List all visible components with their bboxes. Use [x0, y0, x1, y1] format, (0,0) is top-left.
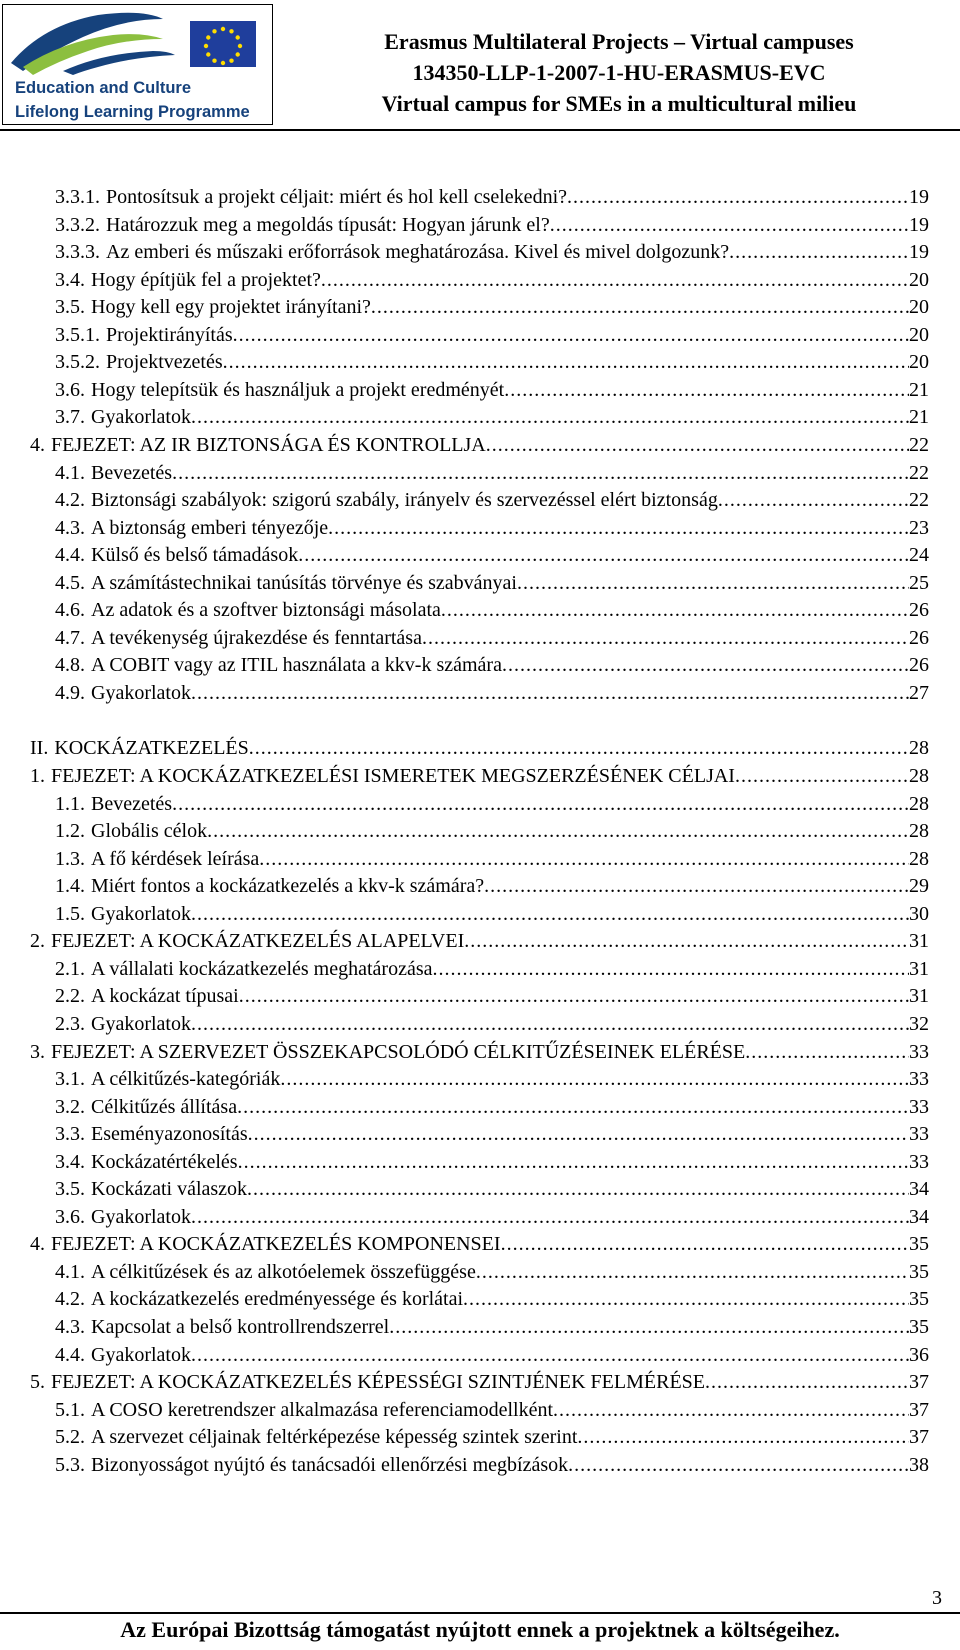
toc-entry[interactable] — [55, 1286, 929, 1313]
toc-dot-leader — [577, 1424, 909, 1451]
toc-entry-number: 3.5.1. — [55, 323, 100, 346]
toc-entry-page: 34 — [909, 1178, 929, 1201]
toc-dot-leader — [371, 294, 909, 321]
toc-entry-page: 30 — [909, 902, 929, 925]
toc-entry-number: 4.2. — [55, 1288, 85, 1311]
header-title-line3: Virtual campus for SMEs in a multicultural milieu — [381, 91, 857, 116]
toc-entry-number: 5.3. — [55, 1453, 85, 1476]
toc-entry-title: Hogy telepítsük és használjuk a projekt eredményét — [91, 378, 505, 401]
toc-entry-page: 31 — [909, 930, 929, 953]
toc-dot-leader — [191, 1342, 909, 1369]
toc-dot-leader — [237, 1094, 909, 1121]
toc-entry-title: Gyakorlatok — [91, 902, 191, 925]
toc-entry-title: A célkitűzés-kategóriák — [91, 1068, 281, 1091]
toc-entry-number: 3. — [30, 1040, 45, 1063]
toc-entry-page: 27 — [909, 681, 929, 704]
toc-dot-leader — [239, 983, 909, 1010]
toc-entry[interactable] — [55, 1121, 929, 1148]
toc-dot-leader — [191, 404, 909, 431]
toc-entry-number: 1. — [30, 765, 45, 787]
toc-entry-page: 35 — [909, 1260, 929, 1283]
toc-entry-page: 37 — [909, 1398, 929, 1421]
toc-entry-title: Projektvezetés — [106, 351, 223, 374]
toc-dot-leader — [298, 542, 909, 569]
toc-entry-page: 28 — [909, 792, 929, 815]
toc-entry-title: Gyakorlatok — [91, 1012, 191, 1035]
toc-entry-page: 26 — [909, 626, 929, 649]
toc-dot-leader — [502, 652, 909, 679]
toc-dot-leader — [191, 901, 909, 928]
toc-entry-page: 25 — [909, 571, 929, 594]
toc-entry-title: FEJEZET: A KOCKÁZATKEZELÉS KÉPESSÉGI SZINTJÉNEK FELMÉRÉSE — [51, 1371, 705, 1394]
toc-entry-title: A számítástechnikai tanúsítás törvénye és szabványai — [91, 571, 517, 594]
toc-entry-title: Kockázati válaszok — [91, 1178, 248, 1201]
header-title-line1: Erasmus Multilateral Projects – Virtual campuses — [384, 29, 854, 54]
toc-entry-title: Gyakorlatok — [91, 406, 191, 429]
header-titles — [284, 26, 954, 119]
toc-dot-leader — [247, 1176, 909, 1203]
toc-entry[interactable] — [30, 1231, 929, 1258]
toc-entry-title: Miért fontos a kockázatkezelés a kkv-k számára? — [91, 875, 485, 898]
toc-entry-number: 3.3.3. — [55, 241, 100, 264]
toc-dot-leader — [568, 1452, 909, 1479]
toc-dot-leader — [504, 377, 909, 404]
toc-dot-leader — [464, 928, 909, 955]
toc-entry[interactable] — [55, 322, 929, 349]
toc-entry-title: A kockázatkezelés eredményessége és korlátai — [91, 1288, 464, 1311]
toc-entry[interactable] — [55, 1424, 929, 1451]
toc-entry[interactable] — [55, 901, 929, 928]
toc-dot-leader — [249, 735, 909, 762]
toc-entry-number: 4.5. — [55, 571, 85, 594]
toc-entry-title: Eseményazonosítás — [91, 1123, 248, 1146]
toc-entry-page: 37 — [909, 1371, 929, 1394]
toc-dot-leader — [172, 791, 909, 818]
toc-dot-leader — [441, 597, 909, 624]
toc-entry-number: 5.1. — [55, 1398, 85, 1421]
toc-entry[interactable] — [55, 515, 929, 542]
toc-entry-page: 26 — [909, 599, 929, 622]
toc-entry-title: Gyakorlatok — [91, 681, 191, 704]
footer-text: Az Európai Bizottság támogatást nyújtott ennek a projektnek a költségeihez. — [120, 1617, 840, 1642]
toc-entry-title: A COBIT vagy az ITIL használata a kkv-k számára — [91, 654, 502, 677]
toc-entry-title: A tevékenység újrakezdése és fenntartása — [91, 626, 422, 649]
toc-entry-number: 3.5. — [55, 296, 85, 319]
toc-dot-leader — [238, 1149, 909, 1176]
toc-entry[interactable] — [55, 846, 929, 873]
toc-dot-leader — [567, 184, 909, 211]
toc-entry[interactable] — [55, 542, 929, 569]
toc-entry-title: Gyakorlatok — [91, 1343, 191, 1366]
toc-entry-title: Hogy építjük fel a projektet? — [91, 268, 321, 291]
toc-entry-page: 33 — [909, 1068, 929, 1091]
toc-entry-page: 19 — [909, 241, 929, 264]
toc-dot-leader — [191, 680, 909, 707]
toc-entry-number: 4.2. — [55, 489, 85, 512]
toc-entry[interactable] — [55, 487, 929, 514]
toc-entry[interactable] — [55, 1094, 929, 1121]
toc-entry-number: 2. — [30, 930, 45, 953]
toc-entry-page: 33 — [909, 1095, 929, 1118]
toc-entry-page: 28 — [909, 847, 929, 870]
toc-entry[interactable] — [55, 791, 929, 818]
toc-entry[interactable] — [55, 652, 929, 679]
toc-dot-leader — [553, 1397, 909, 1424]
toc-entry[interactable] — [30, 928, 929, 955]
toc-entry-title: Bevezetés — [91, 792, 173, 815]
toc-dot-leader — [705, 1369, 909, 1396]
toc-entry[interactable] — [55, 597, 929, 624]
toc-entry[interactable] — [55, 212, 929, 239]
toc-dot-leader — [517, 570, 909, 597]
toc-entry-title: FEJEZET: A SZERVEZET ÖSSZEKAPCSOLÓDÓ CÉLKITŰZÉSEINEK ELÉRÉSE — [51, 1040, 746, 1063]
page-number: 3 — [932, 1587, 942, 1609]
toc-entry-title: Projektirányítás — [106, 323, 233, 346]
toc-entry-page: 24 — [909, 544, 929, 567]
toc-entry-page: 26 — [909, 654, 929, 677]
toc-entry[interactable] — [55, 267, 929, 294]
toc-dot-leader — [389, 1314, 909, 1341]
toc-entry-number: 3.4. — [55, 1150, 85, 1173]
toc-entry-title: FEJEZET: A KOCKÁZATKEZELÉS KOMPONENSEI — [51, 1233, 501, 1256]
footer-divider — [0, 1612, 960, 1614]
toc-dot-leader — [328, 515, 909, 542]
toc-entry-title: A biztonság emberi tényezője — [91, 516, 329, 539]
toc-entry[interactable] — [55, 1149, 929, 1176]
toc-dot-leader — [223, 349, 909, 376]
toc-entry[interactable] — [55, 1452, 929, 1479]
toc-entry-number: 3.4. — [55, 268, 85, 291]
toc-entry-page: 21 — [909, 406, 929, 429]
toc-entry-number: 3.3.1. — [55, 186, 100, 208]
toc-entry-page: 20 — [909, 323, 929, 346]
toc-entry-number: 4. — [30, 433, 45, 456]
toc-entry-title: Célkitűzés állítása — [91, 1095, 238, 1118]
toc-dot-leader — [248, 1121, 909, 1148]
toc-entry-number: 4.8. — [55, 654, 85, 677]
toc-entry-number: 1.5. — [55, 902, 85, 925]
toc-entry-title: Gyakorlatok — [91, 1205, 191, 1228]
toc-entry-page: 21 — [909, 378, 929, 401]
toc-dot-leader — [191, 1204, 909, 1231]
toc-entry-number: 4.4. — [55, 1343, 85, 1366]
toc-entry-page: 20 — [909, 351, 929, 374]
header-divider — [0, 129, 960, 131]
toc-entry-page: 35 — [909, 1316, 929, 1338]
toc-entry-title: A fő kérdések leírása — [91, 847, 260, 870]
toc-entry[interactable] — [30, 1039, 929, 1066]
toc-entry-page: 35 — [909, 1288, 929, 1311]
logo-text-education-culture: Education and Culture — [15, 79, 192, 97]
toc-entry-page: 33 — [909, 1150, 929, 1173]
toc-entry-number: 4.4. — [55, 544, 85, 567]
toc-dot-leader — [463, 1286, 909, 1313]
toc-entry-page: 31 — [909, 985, 929, 1008]
toc-dot-leader — [476, 1259, 909, 1286]
toc-entry-page: 38 — [909, 1453, 929, 1476]
toc-entry[interactable] — [55, 239, 929, 266]
toc-entry-page: 22 — [909, 461, 929, 484]
toc-entry-page: 28 — [909, 765, 929, 787]
toc-entry-page: 36 — [909, 1343, 929, 1366]
toc-entry-number: 4. — [30, 1233, 45, 1256]
toc-entry-number: 3.6. — [55, 1205, 85, 1228]
toc-entry-number: 3.3. — [55, 1123, 85, 1146]
toc-entry-page: 20 — [909, 268, 929, 291]
toc-entry[interactable] — [55, 983, 929, 1010]
toc-entry-number: 1.1. — [55, 792, 85, 815]
toc-entry-title: Globális célok — [91, 820, 208, 843]
logo-education-culture — [2, 4, 273, 125]
toc-entry[interactable] — [55, 1176, 929, 1203]
toc-entry-number: 3.5.2. — [55, 351, 100, 374]
toc-entry[interactable] — [55, 1066, 929, 1093]
toc-entry-page: 31 — [909, 957, 929, 980]
toc-entry-title: Pontosítsuk a projekt céljait: miért és hol kell cselekedni? — [106, 186, 567, 208]
toc-dot-leader — [259, 846, 909, 873]
toc-entry-page: 37 — [909, 1426, 929, 1449]
toc-entry-number: 3.2. — [55, 1095, 85, 1118]
toc-entry-title: A szervezet céljainak feltérképezése képesség szintek szerint — [91, 1426, 578, 1449]
toc-dot-leader — [550, 212, 909, 239]
toc-entry[interactable] — [55, 818, 929, 845]
toc-entry-title: Biztonsági szabályok: szigorú szabály, irányelv és szervezéssel elért biztonság — [91, 489, 718, 512]
toc-dot-leader — [729, 239, 909, 266]
toc-entry-title: A célkitűzések és az alkotóelemek összefüggése — [91, 1260, 476, 1283]
toc-dot-leader — [484, 873, 909, 900]
toc-entry-number: 3.6. — [55, 378, 85, 401]
toc-dot-leader — [486, 432, 909, 459]
toc-entry-page: 35 — [909, 1233, 929, 1256]
toc-entry-page: 19 — [909, 186, 929, 208]
toc-entry-number: 1.4. — [55, 875, 85, 898]
toc-entry[interactable] — [55, 294, 929, 321]
toc-dot-leader — [501, 1231, 909, 1258]
toc-dot-leader — [280, 1066, 909, 1093]
toc-entry-number: 5.2. — [55, 1426, 85, 1449]
toc-entry-title: FEJEZET: A KOCKÁZATKEZELÉS ALAPELVEI — [51, 930, 465, 953]
toc-entry-number: 1.3. — [55, 847, 85, 870]
toc-entry[interactable] — [30, 763, 929, 790]
toc-dot-leader — [422, 625, 909, 652]
toc-entry-number: 4.3. — [55, 516, 85, 539]
header-title-line2: 134350-LLP-1-2007-1-HU-ERASMUS-EVC — [412, 60, 826, 85]
toc-entry-page: 29 — [909, 875, 929, 898]
toc-dot-leader — [172, 460, 909, 487]
toc-entry[interactable] — [55, 570, 929, 597]
toc-entry[interactable] — [55, 873, 929, 900]
toc-entry-number: II. — [30, 737, 49, 760]
toc-entry-title: FEJEZET: AZ IR BIZTONSÁGA ÉS KONTROLLJA — [51, 433, 486, 456]
toc-entry-number: 2.1. — [55, 957, 85, 980]
toc-entry-page: 19 — [909, 213, 929, 236]
toc-entry[interactable] — [55, 404, 929, 431]
toc-entry-title: Hogy kell egy projektet irányítani? — [91, 296, 371, 319]
toc-dot-leader — [233, 322, 909, 349]
toc-entry-title: A vállalati kockázatkezelés meghatározása — [91, 957, 433, 980]
toc-entry-page: 23 — [909, 516, 929, 539]
toc-entry[interactable] — [55, 460, 929, 487]
toc-entry-title: A COSO keretrendszer alkalmazása referenciamodellként — [91, 1398, 554, 1421]
toc-entry-number: 4.1. — [55, 461, 85, 484]
toc-entry-number: 3.1. — [55, 1068, 85, 1091]
toc-entry-title: Határozzuk meg a megoldás típusát: Hogyan járunk el? — [106, 213, 550, 236]
toc-entry-number: 5. — [30, 1371, 45, 1394]
toc-entry-page: 28 — [909, 737, 929, 760]
toc-entry-number: 1.2. — [55, 820, 85, 843]
toc-entry[interactable] — [55, 377, 929, 404]
toc-entry-page: 32 — [909, 1012, 929, 1035]
toc-entry-title: Az adatok és a szoftver biztonsági másolata — [91, 599, 441, 622]
toc-dot-leader — [735, 763, 909, 790]
toc-dot-leader — [207, 818, 909, 845]
toc-entry-number: 4.6. — [55, 599, 85, 622]
toc-entry[interactable] — [30, 735, 929, 762]
toc-entry-number: 2.2. — [55, 985, 85, 1008]
toc-entry[interactable] — [55, 625, 929, 652]
toc-entry-page: 33 — [909, 1040, 929, 1063]
toc-entry-number: 4.1. — [55, 1260, 85, 1283]
toc-entry-title: FEJEZET: A KOCKÁZATKEZELÉSI ISMERETEK MEGSZERZÉSÉNEK CÉLJAI — [51, 765, 735, 787]
toc-entry[interactable] — [55, 1314, 929, 1341]
toc-dot-leader — [321, 267, 909, 294]
toc-entry-page: 34 — [909, 1205, 929, 1228]
toc-dot-leader — [191, 1011, 909, 1038]
toc-entry[interactable] — [30, 432, 929, 459]
toc-entry[interactable] — [55, 1397, 929, 1424]
toc-entry-page: 22 — [909, 489, 929, 512]
toc-entry-title: Kapcsolat a belső kontrollrendszerrel — [91, 1316, 390, 1338]
toc-dot-leader — [718, 487, 909, 514]
toc-entry-title: KOCKÁZATKEZELÉS — [54, 737, 249, 760]
toc-entry-page: 33 — [909, 1123, 929, 1146]
toc-entry[interactable] — [55, 349, 929, 376]
toc-entry[interactable] — [55, 1259, 929, 1286]
toc-entry-page: 28 — [909, 820, 929, 843]
toc-entry-page: 22 — [909, 433, 929, 456]
toc-entry[interactable] — [55, 1011, 929, 1038]
toc-entry-number: 3.7. — [55, 406, 85, 429]
toc-entry-number: 2.3. — [55, 1012, 85, 1035]
logo-text-lifelong-learning: Lifelong Learning Programme — [15, 103, 250, 121]
toc-entry[interactable] — [55, 184, 929, 211]
toc-entry-title: Bizonyosságot nyújtó és tanácsadói ellenőrzési megbízások — [91, 1453, 569, 1476]
toc-dot-leader — [745, 1039, 909, 1066]
toc-entry[interactable] — [55, 1204, 929, 1231]
toc-entry-number: 3.5. — [55, 1178, 85, 1201]
toc-entry[interactable] — [55, 956, 929, 983]
toc-entry[interactable] — [55, 680, 929, 707]
toc-entry[interactable] — [55, 1342, 929, 1369]
toc-entry-title: Kockázatértékelés — [91, 1150, 238, 1173]
toc-dot-leader — [432, 956, 909, 983]
toc-entry-page: 20 — [909, 296, 929, 319]
toc-entry-title: A kockázat típusai — [91, 985, 239, 1008]
toc-entry-number: 3.3.2. — [55, 213, 100, 236]
toc-entry-number: 4.3. — [55, 1316, 85, 1338]
toc-entry-title: Külső és belső támadások — [91, 544, 299, 567]
toc-entry[interactable] — [30, 1369, 929, 1396]
toc-entry-title: Bevezetés — [91, 461, 173, 484]
toc-entry-number: 4.7. — [55, 626, 85, 649]
toc-entry-title: Az emberi és műszaki erőforrások meghatározása. Kivel és mivel dolgozunk? — [106, 241, 730, 264]
toc-entry-number: 4.9. — [55, 681, 85, 704]
